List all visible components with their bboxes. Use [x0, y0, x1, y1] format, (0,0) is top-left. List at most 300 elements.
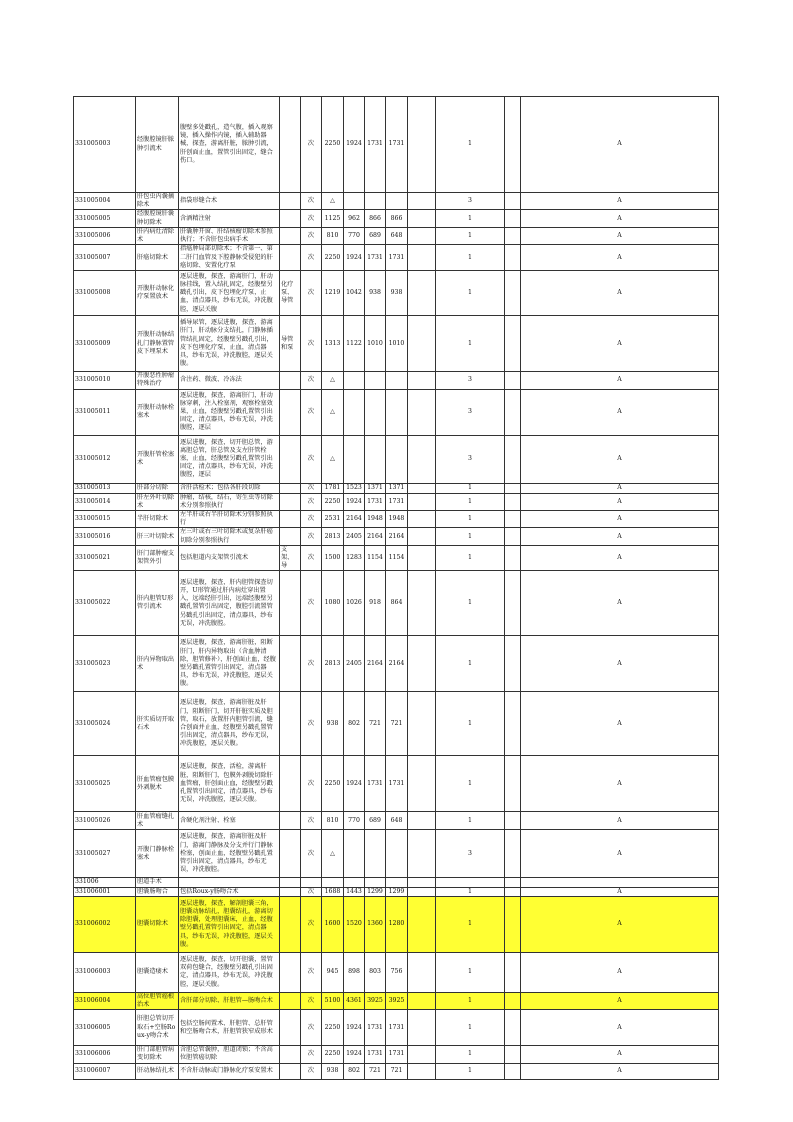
item-unit: 次	[301, 952, 322, 992]
price-level-3: 803	[365, 952, 386, 992]
item-code: 331005022	[74, 571, 136, 636]
item-unit: 次	[301, 1063, 322, 1079]
price-level-3: 721	[365, 1063, 386, 1079]
price-level-2: 1924	[344, 1010, 365, 1046]
price-level-4: 938	[386, 271, 408, 316]
item-category: A	[521, 245, 719, 271]
price-level-4: 1154	[386, 545, 408, 571]
item-code: 331005024	[74, 692, 136, 756]
item-class: 3	[436, 193, 505, 210]
item-code: 331005016	[74, 528, 136, 545]
blank-cell	[505, 372, 521, 389]
item-content: 不含肝动脉或门静脉化疗泵安置术	[179, 1063, 280, 1079]
blank-cell	[408, 528, 436, 545]
blank-cell	[408, 636, 436, 692]
price-level-1: △	[322, 389, 344, 435]
table-row	[74, 528, 719, 545]
item-unit: 次	[301, 528, 322, 545]
blank-cell	[408, 227, 436, 244]
price-level-1: 2250	[322, 493, 344, 510]
item-content: 插导尿管，逐层进腹，探查，游离肝门，肝动脉分支结扎，门静脉插管结扎固定，经腹壁另戳孔引出，皮下包埋化疗泵，止血，清点器具，纱布无误，冲洗腹腔，逐层关腹。	[179, 316, 280, 372]
price-level-2: 1523	[344, 483, 365, 493]
blank-cell	[408, 193, 436, 210]
table-row	[74, 316, 719, 372]
item-category: A	[521, 692, 719, 756]
item-category: A	[521, 1010, 719, 1046]
price-level-1: 1500	[322, 545, 344, 571]
price-level-3: 1371	[365, 483, 386, 493]
blank-cell	[408, 1063, 436, 1079]
item-content	[179, 878, 280, 887]
price-level-2	[344, 878, 365, 887]
item-content: 左半肝或右半肝切除术分别参照执行	[179, 511, 280, 528]
price-level-4: 1731	[386, 493, 408, 510]
item-name: 经腹腔镜肝囊肿切除术	[136, 210, 179, 227]
item-code: 331005021	[74, 545, 136, 571]
item-class: 1	[436, 493, 505, 510]
item-content: 逐层进腹，探查，肝内胆管探查切开，U形管通过肝内病灶穿出置入，远端经肝引出，远端经腹壁另戳孔置管引出固定，腹腔引流置管另戳孔引出固定，清点器具，纱布无误，冲洗腹腔。	[179, 571, 280, 636]
item-code: 331005009	[74, 316, 136, 372]
item-code: 331005004	[74, 193, 136, 210]
item-code: 331006005	[74, 1010, 136, 1046]
item-category: A	[521, 887, 719, 896]
item-class: 1	[436, 1046, 505, 1063]
blank-cell	[505, 483, 521, 493]
item-content: 包括Roux-y肠吻合术	[179, 887, 280, 896]
price-level-3: 1731	[365, 245, 386, 271]
item-content: 逐层进腹，探查，切开胆总管，游离胆总管，肝总管及支左肝管栓塞，止血，经腹壁另戳孔置管引出固定，清点器具，纱布无误，冲洗腹腔，逐层	[179, 435, 280, 483]
price-level-4: 1299	[386, 887, 408, 896]
price-level-4: 3925	[386, 992, 408, 1009]
item-excluded	[280, 372, 301, 389]
item-excluded	[280, 887, 301, 896]
blank-cell	[408, 210, 436, 227]
item-class: 1	[436, 887, 505, 896]
item-code: 331006006	[74, 1046, 136, 1063]
item-excluded	[280, 952, 301, 992]
item-class: 1	[436, 316, 505, 372]
price-level-2	[344, 435, 365, 483]
table-row	[74, 1046, 719, 1063]
item-content: 含肝部分切除、肝胆管—肠吻合术	[179, 992, 280, 1009]
price-level-1: 1313	[322, 316, 344, 372]
price-level-1	[322, 878, 344, 887]
item-excluded: 支架、导	[280, 545, 301, 571]
price-level-2: 1443	[344, 887, 365, 896]
table-row	[74, 210, 719, 227]
item-excluded	[280, 636, 301, 692]
price-level-1: 2813	[322, 528, 344, 545]
item-category: A	[521, 1046, 719, 1063]
item-category: A	[521, 271, 719, 316]
price-level-3: 1731	[365, 1010, 386, 1046]
item-content: 腹壁多处戳孔，造气腹，插入观察镜，插入操作内镜，插入辅助器械，探查，游离肝脏，脓肿引流，肝创面止血，置管引出固定，缝合伤口。	[179, 97, 280, 193]
item-class: 1	[436, 483, 505, 493]
item-class: 1	[436, 545, 505, 571]
blank-cell	[408, 830, 436, 878]
item-name: 肝门部肿瘤支架管外引	[136, 545, 179, 571]
price-level-4: 1731	[386, 245, 408, 271]
fee-schedule-table	[73, 96, 719, 1080]
price-level-3: 2164	[365, 528, 386, 545]
price-level-2: 802	[344, 692, 365, 756]
blank-cell	[408, 992, 436, 1009]
table-row	[74, 896, 719, 952]
item-name: 开腹恶性肿瘤特殊治疗	[136, 372, 179, 389]
price-level-2: 1520	[344, 896, 365, 952]
item-category: A	[521, 952, 719, 992]
price-level-2: 1924	[344, 1046, 365, 1063]
price-level-1: 810	[322, 812, 344, 830]
item-code: 331006003	[74, 952, 136, 992]
item-category: A	[521, 511, 719, 528]
item-category: A	[521, 210, 719, 227]
item-excluded	[280, 1046, 301, 1063]
table-row	[74, 193, 719, 210]
price-level-1: 5100	[322, 992, 344, 1009]
price-level-2: 2405	[344, 528, 365, 545]
item-content: 含注药、微波、冷冻法	[179, 372, 280, 389]
price-level-4	[386, 878, 408, 887]
blank-cell	[505, 896, 521, 952]
price-level-3: 3925	[365, 992, 386, 1009]
price-level-2: 1924	[344, 97, 365, 193]
price-level-3: 1948	[365, 511, 386, 528]
price-level-1: 938	[322, 692, 344, 756]
item-excluded	[280, 756, 301, 812]
item-code: 331005026	[74, 812, 136, 830]
item-unit: 次	[301, 692, 322, 756]
item-code: 331005012	[74, 435, 136, 483]
price-level-4: 721	[386, 1063, 408, 1079]
blank-cell	[505, 271, 521, 316]
price-level-3: 1360	[365, 896, 386, 952]
item-content: 逐层进腹，探查，解剖胆囊三角，胆囊动脉结扎，胆囊结扎，游离切除胆囊，处理胆囊床，止血，经腹壁另戳孔置管引出固定，清点器具，纱布无误，冲洗腹腔，逐层关腹。	[179, 896, 280, 952]
item-unit: 次	[301, 193, 322, 210]
price-level-3	[365, 435, 386, 483]
item-excluded	[280, 97, 301, 193]
item-category: A	[521, 493, 719, 510]
table-row	[74, 435, 719, 483]
item-code: 331005008	[74, 271, 136, 316]
item-name: 肝胆总管切开取石+空肠Roux-y吻合术	[136, 1010, 179, 1046]
item-code: 331006004	[74, 992, 136, 1009]
item-category: A	[521, 372, 719, 389]
price-level-3: 1731	[365, 493, 386, 510]
item-unit: 次	[301, 887, 322, 896]
blank-cell	[408, 692, 436, 756]
price-level-1: 2531	[322, 511, 344, 528]
blank-cell	[505, 511, 521, 528]
item-class: 1	[436, 692, 505, 756]
item-class: 1	[436, 245, 505, 271]
price-level-1: 1080	[322, 571, 344, 636]
item-unit: 次	[301, 896, 322, 952]
item-category: A	[521, 316, 719, 372]
item-content: 逐层进腹，探查，游离肝门，肝动脉穿刺，注入栓塞剂，观察栓塞效果，止血，经腹壁另戳孔置管引出固定，清点器具，纱布无误，冲洗腹腔，逐层	[179, 389, 280, 435]
blank-cell	[505, 316, 521, 372]
item-name: 开腹肝动脉栓塞术	[136, 389, 179, 435]
price-level-3: 689	[365, 812, 386, 830]
item-excluded	[280, 435, 301, 483]
item-excluded	[280, 210, 301, 227]
price-level-4	[386, 389, 408, 435]
item-unit: 次	[301, 435, 322, 483]
item-excluded	[280, 878, 301, 887]
item-category: A	[521, 571, 719, 636]
item-content: 左三叶或右三叶切除术或复杂肝癌切除分别参照执行	[179, 528, 280, 545]
blank-cell	[505, 1010, 521, 1046]
item-content: 含肝活检术；包括各肝段切除	[179, 483, 280, 493]
item-excluded	[280, 692, 301, 756]
item-name: 肝内病灶清除术	[136, 227, 179, 244]
item-content: 逐层进腹，探查，游离肝脏，阻断肝门，肝内异物取出（含血肿清除，胆管修补），肝创面止血，经腹壁另戳孔置管引出固定，清点器具，纱布无误，冲洗腹腔，逐层关腹。	[179, 636, 280, 692]
item-name: 开腹门静脉栓塞术	[136, 830, 179, 878]
item-code: 331005005	[74, 210, 136, 227]
item-code: 331006	[74, 878, 136, 887]
item-unit: 次	[301, 316, 322, 372]
item-unit: 次	[301, 493, 322, 510]
price-level-1: 1688	[322, 887, 344, 896]
blank-cell	[408, 571, 436, 636]
table-body	[74, 97, 719, 1080]
item-content: 含酒精注射	[179, 210, 280, 227]
blank-cell	[505, 887, 521, 896]
item-excluded	[280, 1063, 301, 1079]
price-level-4: 756	[386, 952, 408, 992]
price-level-2: 770	[344, 227, 365, 244]
item-class: 1	[436, 511, 505, 528]
item-code: 331006002	[74, 896, 136, 952]
price-level-3: 1010	[365, 316, 386, 372]
item-unit: 次	[301, 1046, 322, 1063]
item-class: 1	[436, 952, 505, 992]
item-code: 331005006	[74, 227, 136, 244]
item-excluded	[280, 896, 301, 952]
item-unit: 次	[301, 271, 322, 316]
price-level-3: 918	[365, 571, 386, 636]
item-code: 331005015	[74, 511, 136, 528]
blank-cell	[505, 528, 521, 545]
blank-cell	[408, 511, 436, 528]
price-level-3: 689	[365, 227, 386, 244]
item-name: 半肝切除术	[136, 511, 179, 528]
item-content: 包括胆道内支架管引流术	[179, 545, 280, 571]
price-level-4: 1731	[386, 756, 408, 812]
price-level-4: 721	[386, 692, 408, 756]
price-level-3: 1731	[365, 756, 386, 812]
price-level-4	[386, 193, 408, 210]
item-category: A	[521, 545, 719, 571]
table-row	[74, 271, 719, 316]
item-unit: 次	[301, 1010, 322, 1046]
item-class: 3	[436, 435, 505, 483]
price-level-3	[365, 878, 386, 887]
item-category: A	[521, 193, 719, 210]
price-level-4: 1731	[386, 97, 408, 193]
price-level-3	[365, 193, 386, 210]
blank-cell	[408, 389, 436, 435]
price-level-2: 4361	[344, 992, 365, 1009]
item-name: 肝包虫内囊摘除术	[136, 193, 179, 210]
item-name: 胆囊肠吻合	[136, 887, 179, 896]
price-level-4: 1948	[386, 511, 408, 528]
price-level-2: 1122	[344, 316, 365, 372]
price-level-1: 2250	[322, 1046, 344, 1063]
price-level-3: 866	[365, 210, 386, 227]
item-category: A	[521, 528, 719, 545]
blank-cell	[408, 878, 436, 887]
table-row	[74, 389, 719, 435]
price-level-1: 1600	[322, 896, 344, 952]
item-excluded	[280, 227, 301, 244]
price-level-1: 2250	[322, 97, 344, 193]
price-level-4	[386, 830, 408, 878]
blank-cell	[408, 812, 436, 830]
table-row	[74, 493, 719, 510]
price-level-2	[344, 372, 365, 389]
item-unit: 次	[301, 830, 322, 878]
price-level-1: △	[322, 435, 344, 483]
price-level-3: 2164	[365, 636, 386, 692]
item-category: A	[521, 756, 719, 812]
blank-cell	[408, 483, 436, 493]
item-excluded	[280, 992, 301, 1009]
item-category: A	[521, 97, 719, 193]
item-class: 1	[436, 97, 505, 193]
blank-cell	[505, 193, 521, 210]
table-row	[74, 756, 719, 812]
price-level-2: 1924	[344, 493, 365, 510]
item-content: 逐层进腹，探查，游离肝脏及肝门，阻断肝门，切开肝脏实质及胆管，取石，放置肝内胆管引流，缝合创面并止血，经腹壁另戳孔置管引出固定，清点器具，纱布无误，冲洗腹腔，逐层关腹。	[179, 692, 280, 756]
item-class: 1	[436, 812, 505, 830]
item-category: A	[521, 483, 719, 493]
item-code: 331005003	[74, 97, 136, 193]
blank-cell	[505, 756, 521, 812]
item-excluded	[280, 193, 301, 210]
item-excluded	[280, 511, 301, 528]
blank-cell	[408, 1010, 436, 1046]
price-level-2: 1026	[344, 571, 365, 636]
blank-cell	[505, 1063, 521, 1079]
price-level-4: 1010	[386, 316, 408, 372]
item-class: 1	[436, 227, 505, 244]
price-level-2: 802	[344, 1063, 365, 1079]
price-level-3	[365, 372, 386, 389]
item-class: 1	[436, 571, 505, 636]
price-level-1: 1219	[322, 271, 344, 316]
item-name: 肝实质切开取石术	[136, 692, 179, 756]
item-code: 331005025	[74, 756, 136, 812]
price-level-4: 1731	[386, 1010, 408, 1046]
item-code: 331006007	[74, 1063, 136, 1079]
price-level-1: 938	[322, 1063, 344, 1079]
blank-cell	[408, 435, 436, 483]
item-category: A	[521, 896, 719, 952]
item-unit: 次	[301, 483, 322, 493]
table-row	[74, 992, 719, 1009]
item-unit: 次	[301, 245, 322, 271]
item-code: 331005011	[74, 389, 136, 435]
item-unit: 次	[301, 571, 322, 636]
item-class: 1	[436, 896, 505, 952]
item-content: 逐层进腹，探查，活检，游离肝脏，阻断肝门，包膜外剥脱切除肝血管瘤，肝创面止血，经腹壁另戳孔置管引出固定，清点器具，纱布无误，冲洗腹腔，逐层关腹。	[179, 756, 280, 812]
item-name: 开腹肝动脉结扎门静脉置管皮下埋泵术	[136, 316, 179, 372]
item-content: 含胆总管囊肿，胆道闭锁；不含高位胆管癌切除	[179, 1046, 280, 1063]
item-code: 331005007	[74, 245, 136, 271]
item-unit: 次	[301, 389, 322, 435]
table-row	[74, 1010, 719, 1046]
item-name: 开腹肝管栓塞术	[136, 435, 179, 483]
item-unit: 次	[301, 227, 322, 244]
price-level-2: 2164	[344, 511, 365, 528]
table-row	[74, 245, 719, 271]
price-level-4: 648	[386, 812, 408, 830]
item-name: 肝内胆管U形管引流术	[136, 571, 179, 636]
table-row	[74, 887, 719, 896]
item-name: 开腹肝动脉化疗泵置放术	[136, 271, 179, 316]
table-row	[74, 636, 719, 692]
price-level-2	[344, 193, 365, 210]
item-content: 含硬化剂注射、栓塞	[179, 812, 280, 830]
item-code: 331005013	[74, 483, 136, 493]
price-level-3: 1731	[365, 97, 386, 193]
item-name: 肝三叶切除术	[136, 528, 179, 545]
item-code: 331005023	[74, 636, 136, 692]
item-name: 胆囊切除术	[136, 896, 179, 952]
item-excluded: 化疗泵、导管	[280, 271, 301, 316]
price-level-1: 945	[322, 952, 344, 992]
item-unit	[301, 878, 322, 887]
price-level-4: 864	[386, 571, 408, 636]
item-name: 肝动脉结扎术	[136, 1063, 179, 1079]
item-content: 指癌肿局部切除术；不含第一、第二肝门血管及下腔静脉受侵犯的肝癌切除、安置化疗泵	[179, 245, 280, 271]
item-category: A	[521, 227, 719, 244]
item-excluded	[280, 571, 301, 636]
item-name: 高位胆管癌根治术	[136, 992, 179, 1009]
item-class: 1	[436, 1063, 505, 1079]
price-level-1: 810	[322, 227, 344, 244]
item-name: 肝内异物取出术	[136, 636, 179, 692]
blank-cell	[408, 97, 436, 193]
price-level-1: 2250	[322, 245, 344, 271]
item-class: 1	[436, 1010, 505, 1046]
table-row	[74, 511, 719, 528]
price-level-4: 2164	[386, 528, 408, 545]
price-level-2	[344, 830, 365, 878]
price-level-4: 1731	[386, 1046, 408, 1063]
price-level-2: 1283	[344, 545, 365, 571]
blank-cell	[505, 389, 521, 435]
price-level-3	[365, 830, 386, 878]
price-level-2: 962	[344, 210, 365, 227]
item-code: 331005010	[74, 372, 136, 389]
item-class: 3	[436, 372, 505, 389]
item-category	[521, 878, 719, 887]
item-category: A	[521, 435, 719, 483]
item-content: 肝囊肿开窗、肝结核瘤切除术参照执行；不含肝包虫病手术	[179, 227, 280, 244]
item-class: 1	[436, 992, 505, 1009]
blank-cell	[505, 636, 521, 692]
item-content: 指袋形缝合术	[179, 193, 280, 210]
item-excluded	[280, 830, 301, 878]
price-level-3: 938	[365, 271, 386, 316]
price-level-1: 2813	[322, 636, 344, 692]
item-category: A	[521, 389, 719, 435]
item-name: 肝血管瘤包膜外剥脱术	[136, 756, 179, 812]
item-unit: 次	[301, 511, 322, 528]
price-level-3: 721	[365, 692, 386, 756]
